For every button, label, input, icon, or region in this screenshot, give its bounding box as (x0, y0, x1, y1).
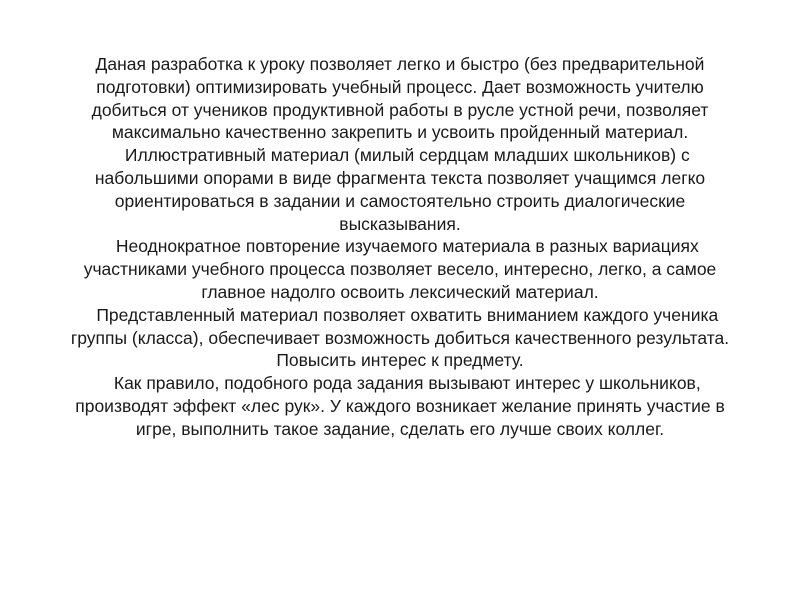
paragraph-repetition: Неоднократное повторение изучаемого материала в разных вариациях участниками учебного процесса позволяет весело, интересно, легко, а самое главное надолго освоить лексический материал. (83, 236, 717, 302)
paragraph-interest: Как правило, подобного рода задания вызывают интерес у школьников, производят эффект «лес рук». У каждого возникает желание принять участие в игре, выполнить такое задание, сделать его лучше своих коллег. (75, 373, 725, 439)
slide-text-block (60, 53, 740, 441)
paragraph-illustrative-material: Иллюстративный материал (милый сердцам младших школьников) с набольшими опорами в виде фрагмента текста позволяет учащимся легко ориентироваться в задании и самостоятельно строить диалогические высказывания. (94, 145, 706, 234)
paragraph-attention: Представленный материал позволяет охватить вниманием каждого ученика группы (класса), обеспечивает возможность добиться качественного результата. Повысить интерес к предмету. (70, 304, 730, 371)
paragraph-intro: Даная разработка к уроку позволяет легко и быстро (без предварительной подготовки) оптимизировать учебный процесс. Дает возможность учителю добиться от учеников продуктивной работы в русле устной речи, позволяет максимально качественно закрепить и усвоить пройденный материал. (91, 54, 709, 143)
